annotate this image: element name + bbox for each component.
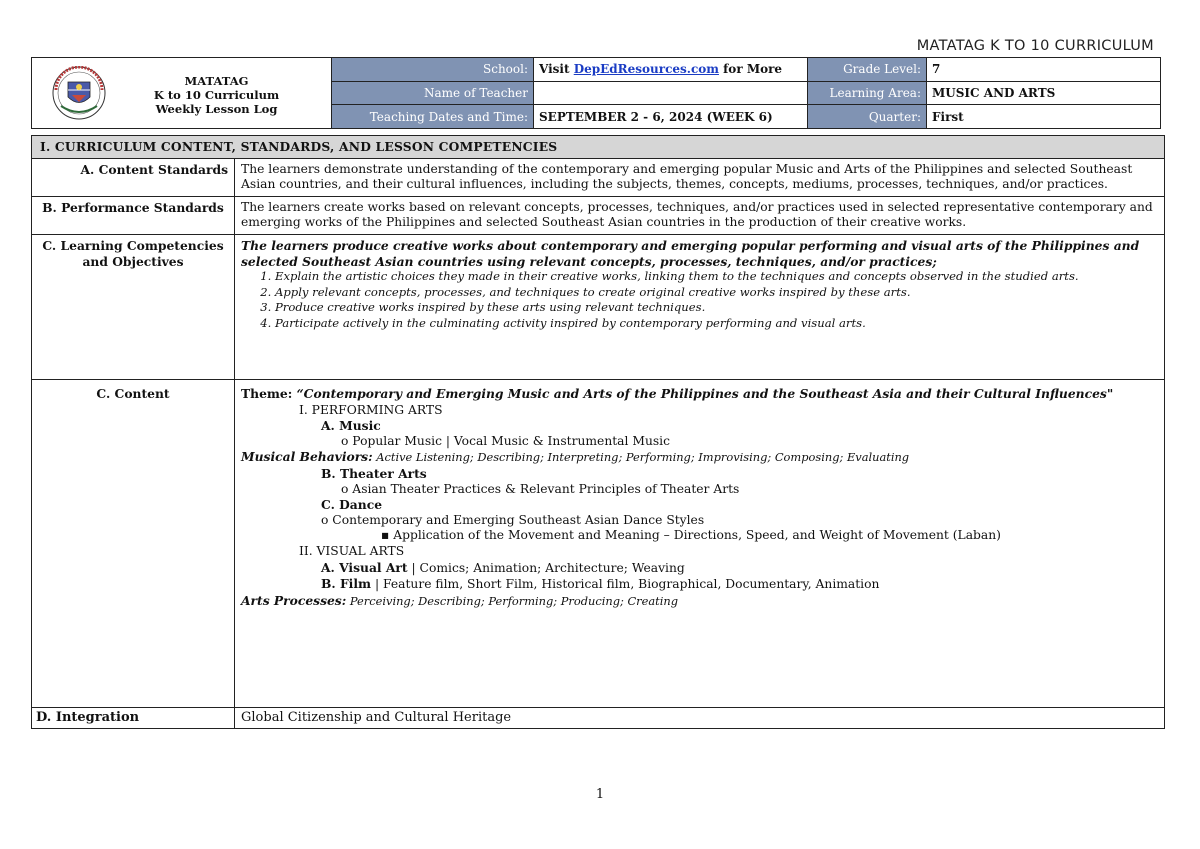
dates-value: SEPTEMBER 2 - 6, 2024 (WEEK 6) (534, 105, 808, 129)
curriculum-label: MATATAG K TO 10 CURRICULUM (916, 38, 1154, 54)
quarter-label: Quarter: (808, 105, 927, 129)
theme-text: “Contemporary and Emerging Music and Arts of the Philippines and the Southeast Asia and their Cultural Influences" (296, 385, 1114, 401)
performance-standards-text: The learners create works based on relevant concepts, processes, techniques, and/or practices used in selected representative contemporary and emerging works of the Philippines and selected Southeast Asian countries in the production of their creative works. (235, 196, 1165, 234)
arts-processes-text: Perceiving; Describing; Performing; Producing; Creating (346, 593, 679, 608)
quarter-value: First (927, 105, 1161, 129)
teacher-value (534, 81, 808, 105)
performing-arts-heading: I. PERFORMING ARTS (299, 402, 443, 417)
performance-standards-row (32, 196, 1165, 234)
content-standards-row (32, 158, 1165, 196)
objective-item: 4. Participate actively in the culminating activity inspired by contemporary performing and visual arts. (275, 316, 1158, 332)
objective-item: 2. Apply relevant concepts, processes, and techniques to create original creative works inspired by these arts. (275, 285, 1158, 301)
competencies-row (32, 234, 1165, 379)
arts-processes-label: Arts Processes: (241, 592, 347, 608)
competencies-intro: The learners produce creative works about contemporary and emerging popular performing and visual arts of the Philippines and selected Southeast Asian countries using relevant concepts, processes, techniques, and/or practices; (241, 237, 1140, 269)
visual-art-text: | Comics; Animation; Architecture; Weaving (407, 560, 685, 575)
music-heading: A. Music (321, 418, 381, 434)
theme-label: Theme: (241, 385, 297, 401)
school-suffix: for More (718, 62, 783, 77)
content-standards-text: The learners demonstrate understanding of the contemporary and emerging popular Music and Arts of the Philippines and selected Southeast Asian countries, and their cultural influences, including the subjects, themes, concepts, mediums, processes, techniques, and/or practices. (235, 158, 1165, 196)
integration-text: Global Citizenship and Cultural Heritage (235, 707, 1165, 728)
area-label: Learning Area: (808, 81, 927, 105)
theater-item: o Asian Theater Practices & Relevant Principles of Theater Arts (341, 481, 740, 496)
content-label: C. Content (32, 379, 235, 707)
integration-row (32, 707, 1165, 728)
curriculum-table (31, 135, 1165, 729)
grade-value: 7 (927, 58, 1161, 82)
deped-seal-icon (52, 66, 106, 120)
teacher-label: Name of Teacher (332, 81, 534, 105)
header-logo-block (32, 58, 332, 129)
competencies-cell (235, 234, 1165, 379)
school-value (534, 58, 808, 82)
header-subtitle: K to 10 Curriculum (153, 88, 280, 102)
lesson-log-header (31, 57, 1161, 129)
header-title: MATATAG (184, 74, 249, 88)
film-label: B. Film (321, 576, 372, 592)
theater-heading: B. Theater Arts (321, 465, 427, 481)
musical-behaviors-label: Musical Behaviors: (241, 449, 373, 465)
dance-heading: C. Dance (321, 497, 383, 513)
film-text: | Feature film, Short Film, Historical film, Biographical, Documentary, Animation (371, 577, 880, 592)
depedresources-link[interactable]: DepEdResources.com (573, 62, 719, 77)
objective-item: 3. Produce creative works inspired by these arts using relevant techniques. (275, 300, 1158, 316)
objective-item: 1. Explain the artistic choices they made in their creative works, linking them to the techniques and concepts observed in the studied arts. (275, 269, 1158, 285)
competencies-label: C. Learning Competencies and Objectives (32, 234, 235, 379)
header-doc-type: Weekly Lesson Log (155, 102, 278, 116)
visual-art-label: A. Visual Art (321, 559, 408, 575)
dance-subitem: ▪ Application of the Movement and Meaning – Directions, Speed, and Weight of Movement (Laban) (381, 528, 1001, 543)
visual-arts-heading: II. VISUAL ARTS (299, 543, 405, 558)
content-row (32, 379, 1165, 707)
integration-label: D. Integration (32, 707, 235, 728)
section-heading: I. CURRICULUM CONTENT, STANDARDS, AND LESSON COMPETENCIES (32, 136, 1165, 159)
grade-label: Grade Level: (808, 58, 927, 82)
objectives-list (241, 269, 1158, 331)
musical-behaviors-text: Active Listening; Describing; Interpreting; Performing; Improvising; Composing; Evaluating (372, 450, 910, 465)
dates-label: Teaching Dates and Time: (332, 105, 534, 129)
content-standards-label: A. Content Standards (32, 158, 235, 196)
performance-standards-label: B. Performance Standards (32, 196, 235, 234)
page-number: 1 (595, 787, 605, 802)
school-label: School: (332, 58, 534, 82)
school-prefix: Visit (539, 62, 574, 77)
dance-item: o Contemporary and Emerging Southeast Asian Dance Styles (321, 512, 705, 527)
content-cell (235, 379, 1165, 707)
music-item: o Popular Music | Vocal Music & Instrumental Music (341, 433, 670, 448)
area-value: MUSIC AND ARTS (927, 81, 1161, 105)
